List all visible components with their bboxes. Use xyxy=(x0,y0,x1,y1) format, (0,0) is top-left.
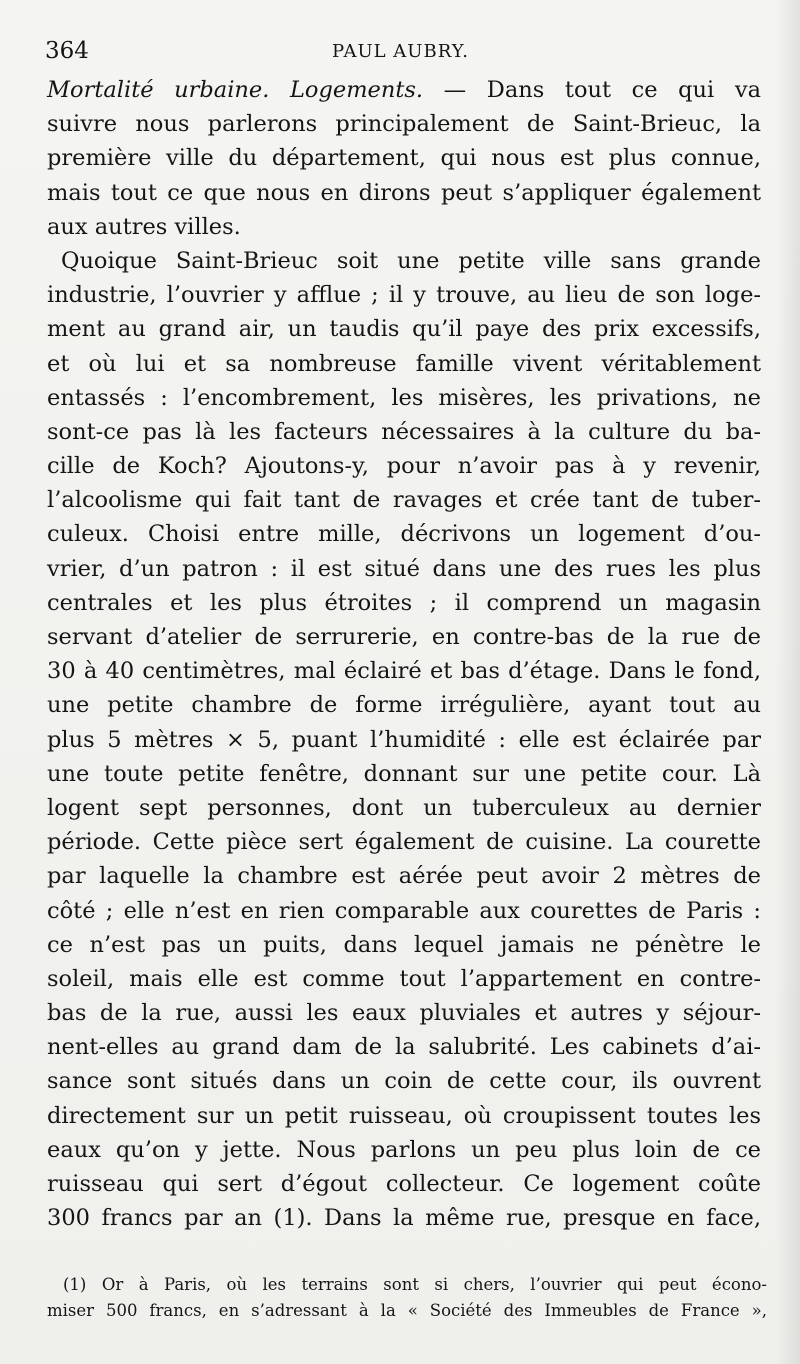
footnotes xyxy=(47,1272,767,1324)
text-line: Quoique Saint-Brieuc soit une petite ville sans grande xyxy=(61,247,761,274)
text-line: côté ; elle n’est en rien comparable aux courettes de Paris : xyxy=(47,897,761,924)
text-line: ce n’est pas un puits, dans lequel jamais ne pénètre le xyxy=(47,931,761,958)
page-number: 364 xyxy=(45,38,89,64)
text-line: plus 5 mètres × 5, puant l’humidité : elle est éclairée par xyxy=(47,726,761,753)
running-title: PAUL AUBRY. xyxy=(332,41,469,62)
text-line xyxy=(47,73,761,107)
text-line: une petite chambre de forme irrégulière, ayant tout au xyxy=(47,692,761,719)
text-line: culeux. Choisi entre mille, décrivons un logement d’ou- xyxy=(47,521,761,548)
footnote-line: (1) Or à Paris, où les terrains sont si chers, l’ouvrier qui peut écono- xyxy=(63,1275,767,1294)
text-line: et où lui et sa nombreuse famille vivent véritablement xyxy=(47,350,761,377)
footnote-line: miser 500 francs, en s’adressant à la « Société des Immeubles de France », xyxy=(47,1301,767,1320)
text-line: cille de Koch? Ajoutons-y, pour n’avoir pas à y revenir, xyxy=(47,453,761,480)
text-line: centrales et les plus étroites ; il comprend un magasin xyxy=(47,589,761,616)
text-line: logent sept personnes, dont un tuberculeux au dernier xyxy=(47,794,761,821)
text-line: 30 à 40 centimètres, mal éclairé et bas d’étage. Dans le fond, xyxy=(47,658,761,685)
text-line: entassés : l’encombrement, les misères, les privations, ne xyxy=(47,384,761,411)
text-line: une toute petite fenêtre, donnant sur une petite cour. Là xyxy=(47,760,761,787)
text-line: mais tout ce que nous en dirons peut s’appliquer également xyxy=(47,179,761,206)
text-line-content: — Dans tout ce qui va xyxy=(423,77,761,103)
text-line: par laquelle la chambre est aérée peut avoir 2 mètres de xyxy=(47,863,761,890)
text-line: bas de la rue, aussi les eaux pluviales et autres y séjour- xyxy=(47,1000,761,1027)
text-line: eaux qu’on y jette. Nous parlons un peu plus loin de ce xyxy=(47,1136,761,1163)
text-line: nent-elles au grand dam de la salubrité. Les cabinets d’ai- xyxy=(47,1034,761,1061)
text-line: ment au grand air, un taudis qu’il paye des prix excessifs, xyxy=(47,316,761,343)
section-title: Mortalité urbaine. Logements. xyxy=(47,77,424,103)
text-line: soleil, mais elle est comme tout l’appartement en contre- xyxy=(47,965,761,992)
text-line: sont-ce pas là les facteurs nécessaires à la culture du ba- xyxy=(47,418,761,445)
text-line: ruisseau qui sert d’égout collecteur. Ce logement coûte xyxy=(47,1171,761,1197)
text-line: 300 francs par an (1). Dans la même rue, presque en face, xyxy=(47,1205,761,1232)
scan-shadow xyxy=(776,0,800,1364)
text-line: première ville du département, qui nous est plus connue, xyxy=(47,145,761,172)
text-line: suivre nous parlerons principalement de Saint-Brieuc, la xyxy=(47,111,761,138)
text-line: vrier, d’un patron : il est situé dans une des rues les plus xyxy=(47,555,761,582)
text-line: servant d’atelier de serrurerie, en contre-bas de la rue de xyxy=(47,624,761,650)
text-line: directement sur un petit ruisseau, où croupissent toutes les xyxy=(47,1102,761,1129)
running-header xyxy=(45,38,755,68)
main-text xyxy=(47,73,761,1235)
text-line: période. Cette pièce sert également de cuisine. La courette xyxy=(47,829,761,856)
text-line: aux autres villes. xyxy=(47,213,241,240)
text-line: sance sont situés dans un coin de cette cour, ils ouvrent xyxy=(47,1068,761,1095)
text-line: l’alcoolisme qui fait tant de ravages et crée tant de tuber- xyxy=(47,487,761,514)
text-line: industrie, l’ouvrier y afflue ; il y trouve, au lieu de son loge- xyxy=(47,282,761,309)
